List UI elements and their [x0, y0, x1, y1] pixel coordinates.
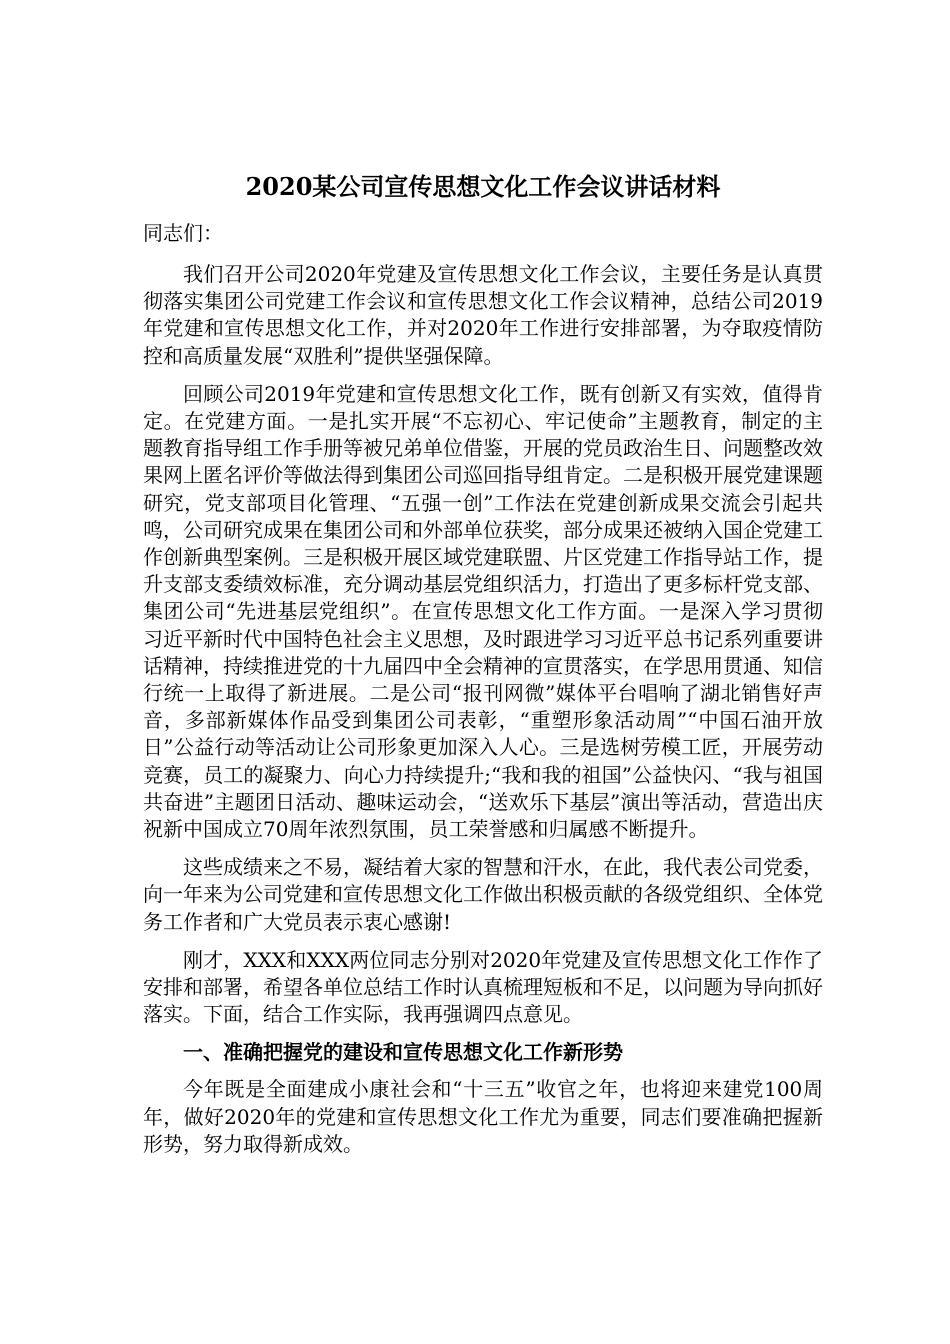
paragraph-transition: 刚才，XXX和XXX两位同志分别对2020年党建及宣传思想文化工作作了安排和部署，希望各单位总结工作时认真梳理短板和不足，以问题为导向抓好落实。下面，结合工作实际，我再强调四点意见。: [143, 947, 823, 1027]
paragraph-thanks: 这些成绩来之不易，凝结着大家的智慧和汗水，在此，我代表公司党委，向一年来为公司党建和宣传思想文化工作做出积极贡献的各级党组织、全体党务工作者和广大党员表示衷心感谢!: [143, 855, 823, 934]
document-body: [143, 170, 823, 1169]
section-paragraph: 今年既是全面建成小康社会和“十三五”收官之年，也将迎来建党100周年，做好2020年的党建和宣传思想文化工作尤为重要，同志们要准确把握新形势，努力取得新成效。: [143, 1077, 823, 1156]
section-heading: 一、准确把握党的建设和宣传思想文化工作新形势: [183, 1040, 623, 1065]
paragraph-review: 回顾公司2019年党建和宣传思想文化工作，既有创新又有实效，值得肯定。在党建方面。一是扎实开展“不忘初心、牢记使命”主题教育，制定的主题教育指导组工作手册等被兄弟单位借鉴，开展的党员政治生日、问题整改效果网上匿名评价等做法得到集团公司巡回指导组肯定。二是积极开展党建课题研究，党支部项目化管理、“五强一创”工作法在党建创新成果交流会引起共鸣，公司研究成果在集团公司和外部单位获奖，部分成果还被纳入国企党建工作创新典型案例。三是积极开展区域党建联盟、片区党建工作指导站工作，提升支部支委绩效标准，充分调动基层党组织活力，打造出了更多标杆党支部、集团公司“先进基层党组织”。在宣传思想文化工作方面。一是深入学习贯彻习近平新时代中国特色社会主义思想，及时跟进学习习近平总书记系列重要讲话精神，持续推进党的十九届四中全会精神的宣贯落实，在学思用贯通、知信行统一上取得了新进展。二是公司“报刊网微”媒体平台唱响了湖北销售好声音，多部新媒体作品受到集团公司表彰，“重塑形象活动周”“中国石油开放日”公益行动等活动让公司形象更加深入人心。三是选树劳模工匠，开展劳动竞赛，员工的凝聚力、向心力持续提升;“我和我的祖国”公益快闪、“我与祖国共奋进”主题团日活动、趣味运动会，“送欢乐下基层”演出等活动，营造出庆祝新中国成立70周年浓烈氛围，员工荣誉感和归属感不断提升。: [143, 381, 823, 842]
document-title: 2020某公司宣传思想文化工作会议讲话材料: [245, 172, 721, 201]
paragraph-intro: 我们召开公司2020年党建及宣传思想文化工作会议，主要任务是认真贯彻落实集团公司党建工作会议和宣传思想文化工作会议精神，总结公司2019年党建和宣传思想文化工作，并对2020年工作进行安排部署，为夺取疫情防控和高质量发展“双胜利”提供坚强保障。: [143, 262, 823, 368]
salutation: 同志们：: [143, 221, 223, 245]
